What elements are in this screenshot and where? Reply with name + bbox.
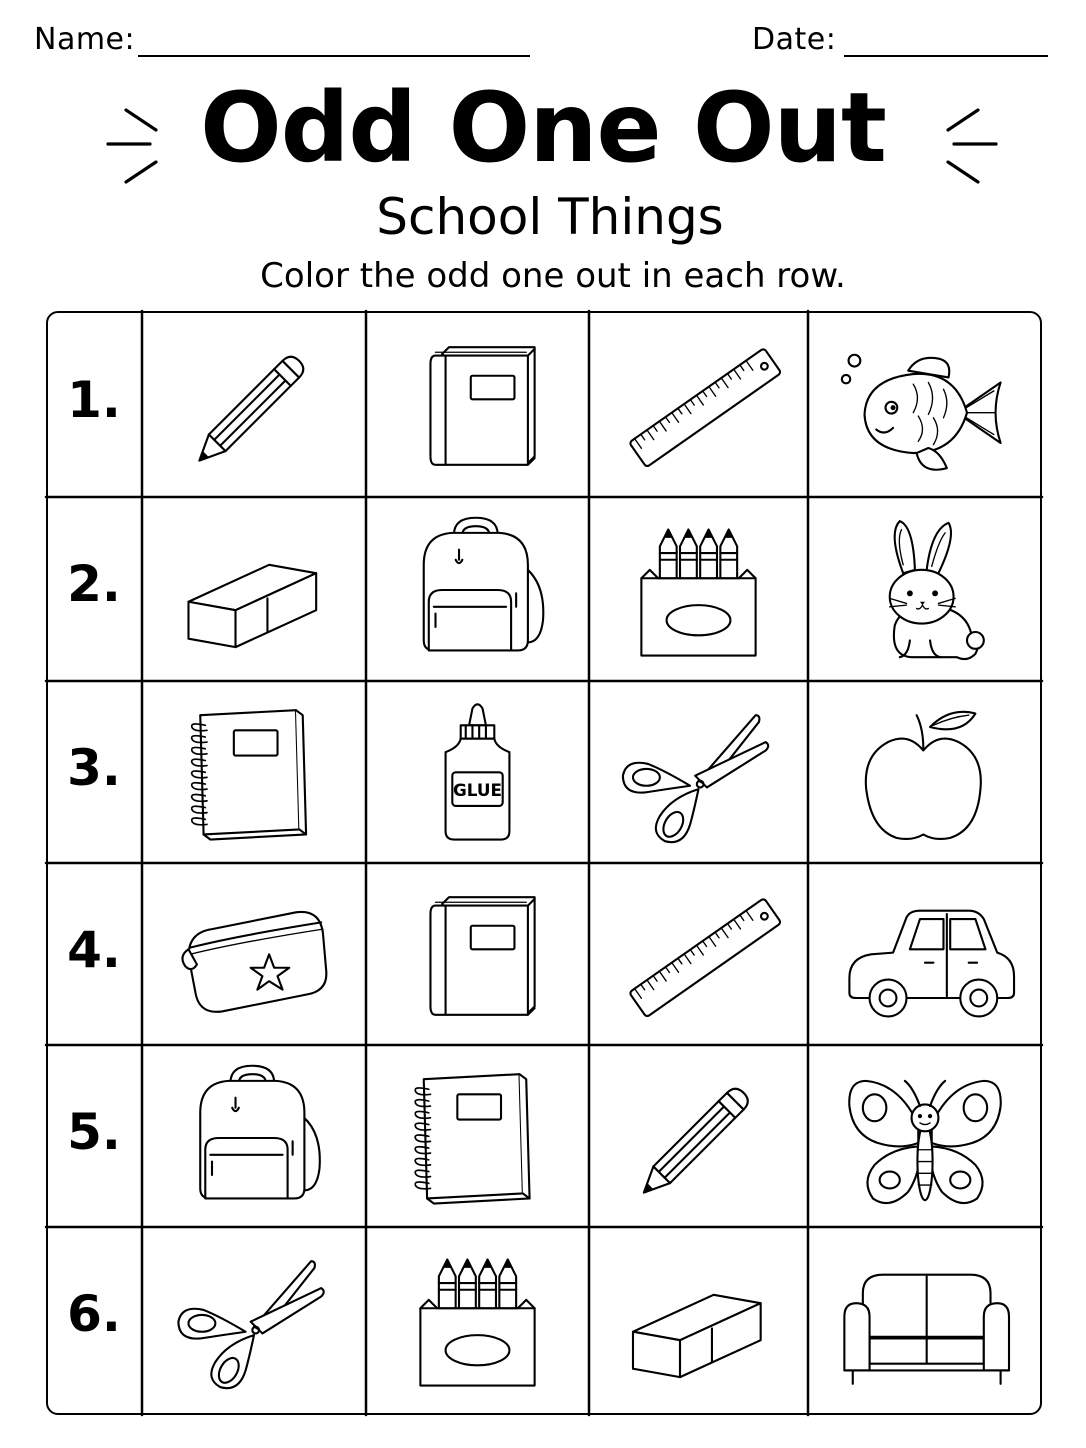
row-number: 5. xyxy=(67,1103,121,1161)
picture-cell[interactable] xyxy=(142,1227,366,1409)
ruler-icon xyxy=(589,863,808,1045)
car-icon xyxy=(808,863,1042,1045)
picture-cell[interactable] xyxy=(589,1045,808,1227)
picture-cell[interactable] xyxy=(142,497,366,679)
row-number: 6. xyxy=(67,1285,121,1343)
eraser-icon xyxy=(142,497,366,679)
row-number: 2. xyxy=(67,555,121,613)
scissors-icon xyxy=(142,1227,366,1409)
date-label: Date: xyxy=(752,22,837,57)
scissors-icon xyxy=(589,681,808,863)
name-label: Name: xyxy=(34,22,136,57)
picture-cell[interactable] xyxy=(366,1227,589,1409)
fish-icon xyxy=(808,313,1042,495)
picture-cell[interactable] xyxy=(808,681,1042,863)
date-line xyxy=(844,55,1048,57)
picture-cell[interactable] xyxy=(808,863,1042,1045)
pencil-icon xyxy=(589,1045,808,1227)
picture-cell[interactable] xyxy=(589,497,808,679)
eraser-icon xyxy=(589,1227,808,1409)
crayon-box-icon xyxy=(366,1227,589,1409)
page-subtitle: School Things xyxy=(376,188,724,246)
picture-cell[interactable] xyxy=(366,497,589,679)
crayon-box-icon xyxy=(589,497,808,679)
ruler-icon xyxy=(589,313,808,495)
rabbit-icon xyxy=(808,497,1042,679)
book-icon xyxy=(366,313,589,495)
picture-cell[interactable] xyxy=(366,681,589,863)
backpack-icon xyxy=(142,1045,366,1227)
butterfly-icon xyxy=(808,1045,1042,1227)
picture-cell[interactable] xyxy=(142,681,366,863)
picture-cell[interactable] xyxy=(808,497,1042,679)
picture-cell[interactable] xyxy=(366,1045,589,1227)
instruction-text: Color the odd one out in each row. xyxy=(260,256,846,296)
pencil-icon xyxy=(142,313,366,495)
picture-cell[interactable] xyxy=(808,1227,1042,1409)
row-number: 4. xyxy=(67,921,121,979)
picture-cell[interactable] xyxy=(142,313,366,495)
picture-cell[interactable] xyxy=(589,1227,808,1409)
apple-icon xyxy=(808,681,1042,863)
notebook-icon xyxy=(142,681,366,863)
picture-cell[interactable] xyxy=(589,313,808,495)
backpack-icon xyxy=(366,497,589,679)
page-title: Odd One Out xyxy=(200,72,886,184)
notebook-icon xyxy=(366,1045,589,1227)
book-icon xyxy=(366,863,589,1045)
picture-cell[interactable] xyxy=(142,1045,366,1227)
name-line xyxy=(138,55,530,57)
picture-cell[interactable] xyxy=(589,681,808,863)
glue-bottle-icon xyxy=(366,681,589,863)
glue-label: GLUE xyxy=(452,779,503,800)
picture-cell[interactable] xyxy=(142,863,366,1045)
row-number: 1. xyxy=(67,371,121,429)
picture-cell[interactable] xyxy=(589,863,808,1045)
row-number: 3. xyxy=(67,739,121,797)
picture-cell[interactable] xyxy=(808,313,1042,495)
picture-cell[interactable] xyxy=(366,313,589,495)
picture-cell[interactable] xyxy=(366,863,589,1045)
pencil-case-icon xyxy=(142,863,366,1045)
sofa-icon xyxy=(808,1227,1042,1409)
picture-cell[interactable] xyxy=(808,1045,1042,1227)
